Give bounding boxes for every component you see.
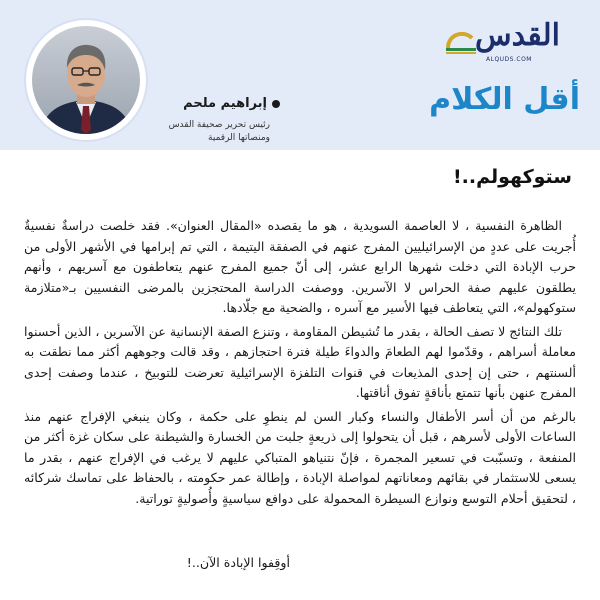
author-role-line-2: ومنصاتها الرقمية bbox=[208, 133, 270, 143]
author-role bbox=[130, 119, 270, 145]
author-name-text: إبراهيم ملحم bbox=[183, 96, 267, 111]
newspaper-logo bbox=[442, 18, 582, 66]
author-name bbox=[130, 96, 280, 111]
bullet-icon bbox=[272, 100, 280, 108]
article-headline: ستوكهولم..! bbox=[453, 166, 572, 188]
logo-wordmark: القدس bbox=[474, 18, 560, 53]
logo-subtext: ALQUDS.COM bbox=[486, 56, 532, 63]
author-role-line-1: رئيس تحرير صحيفة القدس bbox=[168, 120, 270, 130]
paragraph-2: تلك النتائج لا تصف الحالة ، بقدر ما تُشيطن المقاومة ، وتنزع الصفة الإنسانية عن الآسرين ، الذين أحسنوا معاملة أسراهم ، وقدّموا لهم الطعامَ والدواءَ طيلة فترة احتجازهم ، وقد قالت وجوههم أكثر مما نطقت به ألسنتهم ، حتى إن إحدى المذيعات في قنوات التلفزة الإسرائيلية تعرضت للتوبيخ ، عندما وصفت إحدى المفرج عنهن بأنها تتمتع بأناقةٍ تفوق أناقتها. bbox=[24, 323, 576, 400]
author-portrait-icon bbox=[32, 26, 140, 134]
paragraph-3: بالرغم من أن أسر الأطفال والنساء وكبار السن لم ينطوِ على حكمة ، وكان ينبغي الإفراج عنهم منذ الساعات الأولى لأسرهم ، قبل أن يتحولوا إلى ذريعةٍ جلبت من الخسارة والشيطنة على سكان غزة أكثر من المنفعة ، وتسبّبت في تسعير المجمرة ، فإنّ نتنياهو المتباكي عليهم لا يرغب في الإفراج عنهم ، بقدر ما يسعى للاستثمار في بقائهم ومعاناتهم لمواصلة الإبادة ، وإطالة عمر حكومته ، بالحفاظ على تماسك شركائه ، لتحقيق أحلام التوسع ونوازع السيطرة المحمولة على دوافع سياسيةٍ وأُصوليةٍ توراتية. bbox=[24, 408, 576, 506]
header bbox=[0, 0, 600, 150]
column-title: أقل الكلام bbox=[429, 82, 580, 117]
author-photo-frame bbox=[26, 20, 146, 140]
paragraph-1: الظاهرة النفسية ، لا العاصمة السويدية ، هو ما يقصده «المقال العنوان». فقد خلصت دراسةٌ نفسيةٌ أُجريت على عددٍ من الإسرائيليين المفرج عنهم في الصفقة اليتيمة ، التي تم إبرامها في الأشهر الأولى من حرب الإبادة التي دخلت شهرها الرابع عشر، إلى أنّ جميع المفرج عنهم يتعاطفون مع آسريهم ، وأنهم يطلقون عليهم صفة الحراس لا الآسرين. ووصفت الدراسة المحتجزين بالمرضى النفسيين بـ«متلازمة ستوكهولم»، التي يتعاطف فيها الأسير مع آسره ، والضحية مع جلّادها. bbox=[24, 218, 576, 315]
article-body bbox=[24, 216, 576, 512]
author-photo bbox=[32, 26, 140, 134]
article-panel bbox=[0, 150, 600, 600]
article-closing: أوقِفوا الإبادة الآن..! bbox=[186, 555, 290, 570]
